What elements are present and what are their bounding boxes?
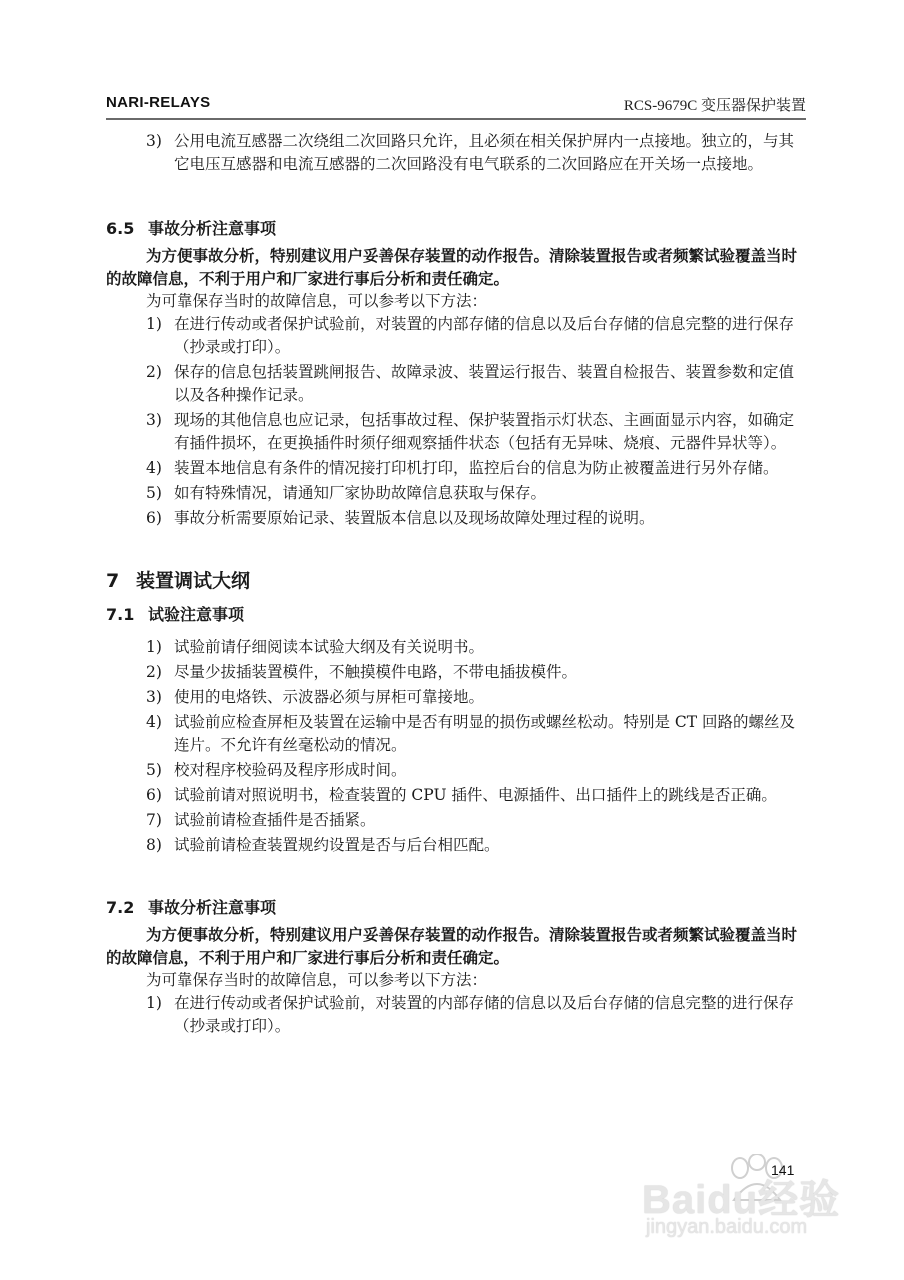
watermark-url: jingyan.baidu.com [646, 1216, 808, 1238]
page-header [106, 94, 806, 120]
section-number: 7.2 [106, 898, 135, 917]
item-number: 3) [146, 688, 162, 706]
list-7-1 [106, 636, 806, 857]
item-number: 2) [146, 663, 162, 681]
list-item [106, 313, 806, 359]
item-number: 2) [146, 363, 162, 381]
chapter-number: 7 [106, 570, 120, 592]
item-text: 试验前请检查装置规约设置是否与后台相匹配。 [174, 836, 500, 854]
paragraph: 为可靠保存当时的故障信息，可以参考以下方法： [146, 971, 488, 989]
item-text: 使用的电烙铁、示波器必须与屏柜可靠接地。 [174, 688, 485, 706]
emphasis-paragraph: 为方便事故分析，特别建议用户妥善保存装置的动作报告。清除装置报告或者频繁试验覆盖当时的故障信息，不利于用户和厂家进行事后分析和责任确定。 [106, 246, 798, 288]
item-text: 试验前请对照说明书，检查装置的 CPU 插件、电源插件、出口插件上的跳线是否正确。 [174, 786, 777, 804]
item-text: 如有特殊情况，请通知厂家协助故障信息获取与保存。 [174, 484, 547, 502]
item-number: 6) [146, 509, 162, 527]
section-heading-7-2 [106, 897, 806, 919]
item-text: 校对程序校验码及程序形成时间。 [174, 761, 407, 779]
list-item [106, 759, 806, 782]
item-number: 1) [146, 315, 162, 333]
list-item [106, 482, 806, 505]
item-number: 5) [146, 484, 162, 502]
paragraph: 为可靠保存当时的故障信息，可以参考以下方法： [146, 292, 488, 310]
chapter-heading-7 [106, 568, 806, 594]
item-text: 尽量少拔插装置模件，不触摸模件电路，不带电插拔模件。 [174, 663, 578, 681]
list-item [106, 992, 806, 1038]
item-text: 装置本地信息有条件的情况接打印机打印，监控后台的信息为防止被覆盖进行另外存储。 [174, 459, 779, 477]
item-text: 在进行传动或者保护试验前，对装置的内部存储的信息以及后台存储的信息完整的进行保存（抄录或打印）。 [174, 315, 795, 356]
item-number: 6) [146, 786, 162, 804]
item-number: 5) [146, 761, 162, 779]
page-content [106, 130, 806, 1040]
brand-name: NARI-RELAYS [106, 94, 211, 111]
item-number: 1) [146, 994, 162, 1012]
list-item [106, 834, 806, 857]
list-item [106, 809, 806, 832]
section-heading-7-1 [106, 604, 806, 626]
list-6-5 [106, 313, 806, 530]
chapter-title: 装置调试大纲 [136, 570, 251, 592]
item-number: 8) [146, 836, 162, 854]
item-number: 3) [146, 411, 162, 429]
section-number: 6.5 [106, 219, 135, 238]
section-title: 事故分析注意事项 [148, 898, 277, 917]
list-item [106, 661, 806, 684]
list-item [106, 784, 806, 807]
list-7-2 [106, 992, 806, 1038]
item-text: 现场的其他信息也应记录，包括事故过程、保护装置指示灯状态、主画面显示内容，如确定有插件损坏，在更换插件时须仔细观察插件状态（包括有无异味、烧痕、元器件异状等）。 [174, 411, 795, 452]
list-item [106, 507, 806, 530]
section-title: 试验注意事项 [148, 605, 245, 624]
section-number: 7.1 [106, 605, 135, 624]
item-text: 事故分析需要原始记录、装置版本信息以及现场故障处理过程的说明。 [174, 509, 655, 527]
section-heading-6-5 [106, 218, 806, 240]
item-text: 试验前请检查插件是否插紧。 [174, 811, 376, 829]
item-text: 试验前请仔细阅读本试验大纲及有关说明书。 [174, 638, 485, 656]
list-item [106, 361, 806, 407]
baidu-watermark [642, 1150, 872, 1250]
item-text: 公用电流互感器二次绕组二次回路只允许，且必须在相关保护屏内一点接地。独立的，与其它电压互感器和电流互感器的二次回路没有电气联系的二次回路应在开关场一点接地。 [174, 132, 795, 173]
item-text: 在进行传动或者保护试验前，对装置的内部存储的信息以及后台存储的信息完整的进行保存（抄录或打印）。 [174, 994, 795, 1035]
page-number: 141 [771, 1162, 795, 1178]
watermark-logo: Baidu经验 [642, 1178, 841, 1222]
item-number: 4) [146, 459, 162, 477]
item-number: 3) [146, 132, 162, 150]
list-item [106, 130, 806, 176]
item-number: 7) [146, 811, 162, 829]
item-number: 4) [146, 713, 162, 731]
section-title: 事故分析注意事项 [148, 219, 277, 238]
list-item [106, 636, 806, 659]
list-item [106, 686, 806, 709]
emphasis-paragraph: 为方便事故分析，特别建议用户妥善保存装置的动作报告。清除装置报告或者频繁试验覆盖当时的故障信息，不利于用户和厂家进行事后分析和责任确定。 [106, 925, 798, 967]
list-item [106, 409, 806, 455]
item-number: 1) [146, 638, 162, 656]
document-title: RCS-9679C 变压器保护装置 [623, 98, 806, 114]
list-item [106, 711, 806, 757]
list-item [106, 457, 806, 480]
item-text: 试验前应检查屏柜及装置在运输中是否有明显的损伤或螺丝松动。特别是 CT 回路的螺丝及连片。不允许有丝毫松动的情况。 [174, 713, 796, 754]
item-text: 保存的信息包括装置跳闸报告、故障录波、装置运行报告、装置自检报告、装置参数和定值以及各种操作记录。 [174, 363, 795, 404]
